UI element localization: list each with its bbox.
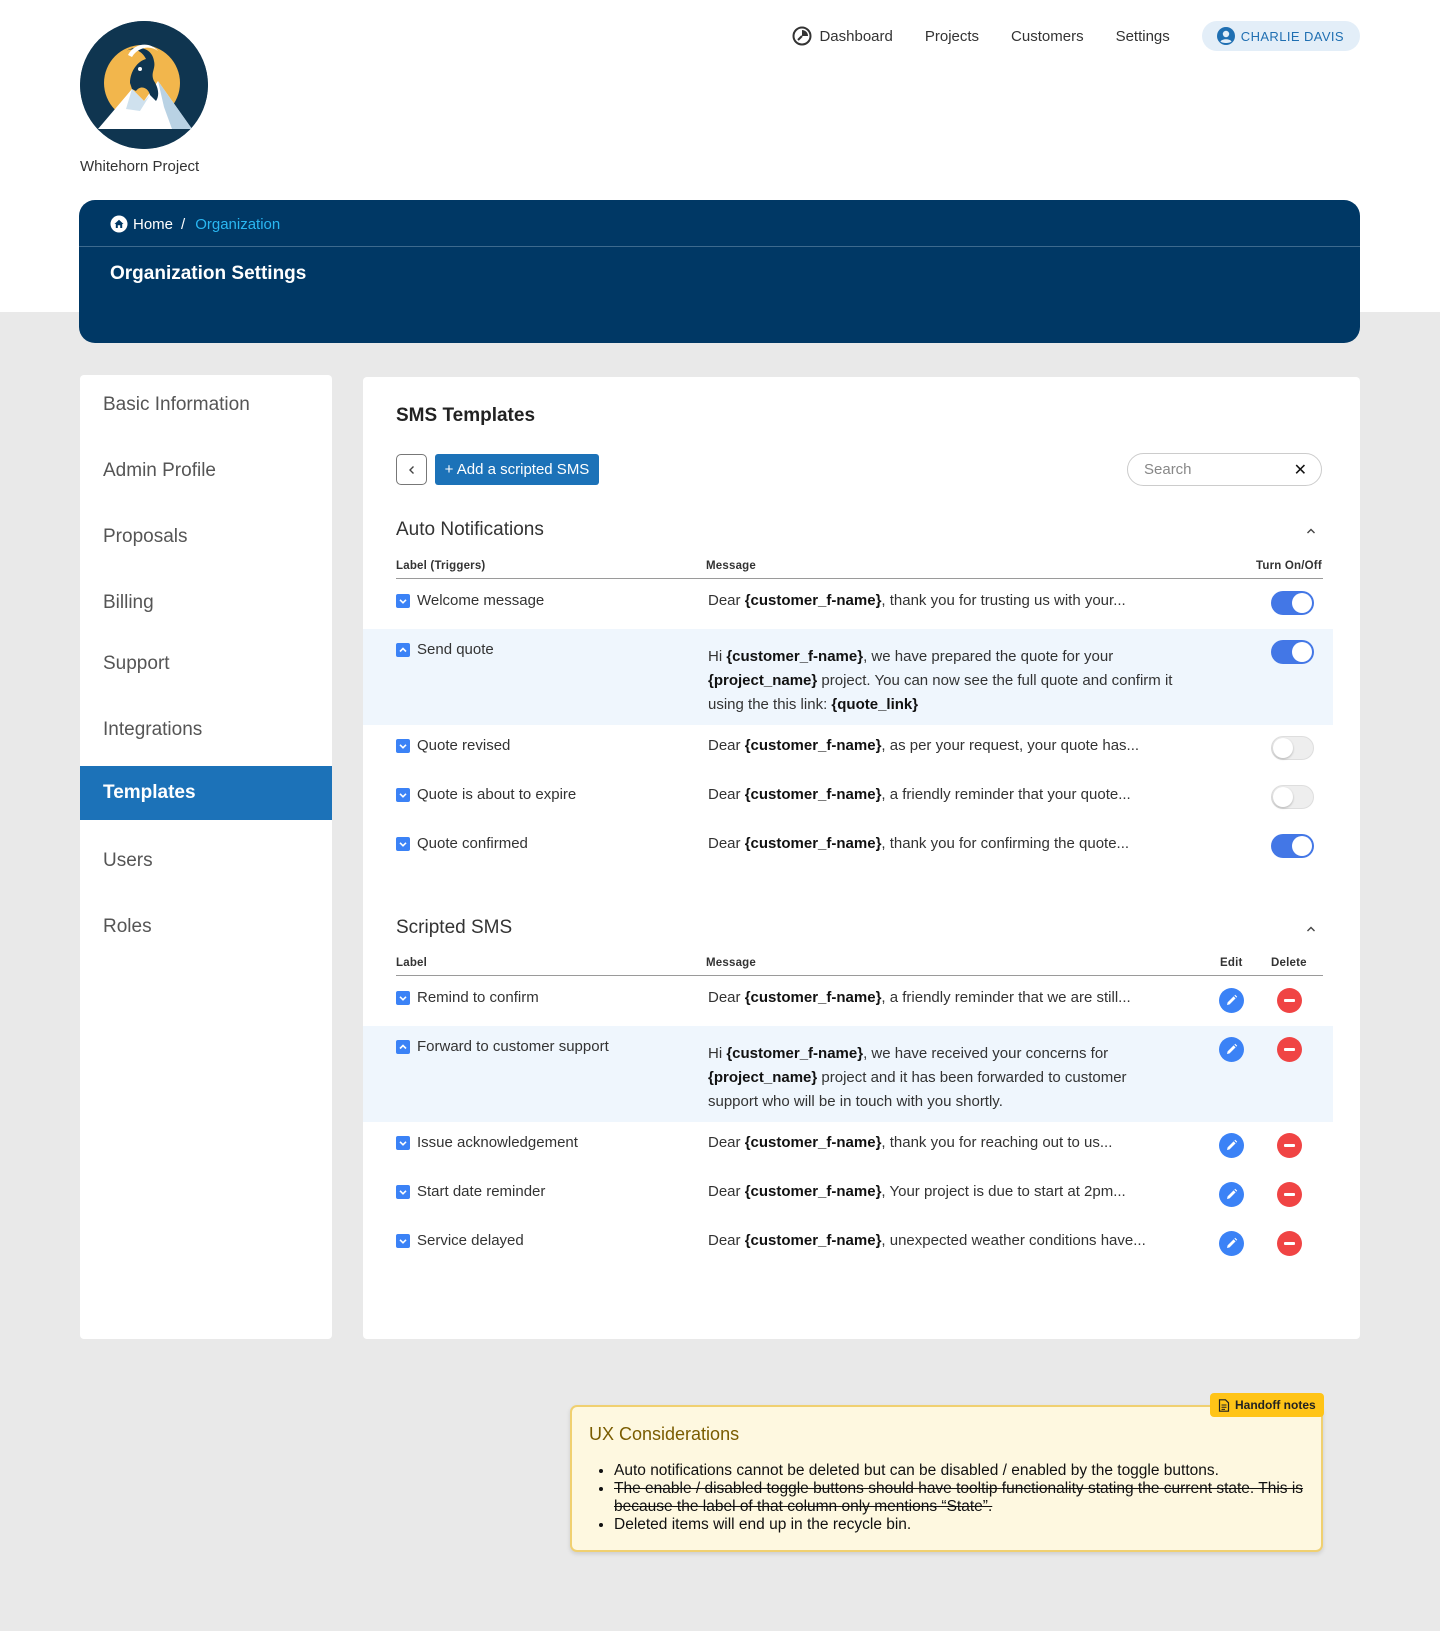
row-message	[708, 1042, 1178, 1114]
sidebar-item-templates[interactable]	[80, 766, 332, 820]
dashboard-icon	[792, 26, 812, 46]
delete-button[interactable]	[1277, 1182, 1302, 1207]
minus-icon	[1284, 1242, 1295, 1245]
message-text: , thank you for trusting us with your...	[881, 592, 1126, 609]
top-navigation	[792, 21, 1360, 51]
toggle-knob	[1292, 642, 1312, 662]
message-placeholder-token: {customer_f-name}	[744, 737, 882, 754]
row-message	[708, 783, 1178, 807]
message-text: Dear	[708, 786, 745, 803]
sidebar-item-users[interactable]	[80, 834, 332, 888]
nav-dashboard-label: Dashboard	[819, 27, 893, 45]
app-name: Whitehorn Project	[80, 158, 200, 175]
message-text: Dear	[708, 989, 745, 1006]
message-text: , a friendly reminder that we are still...	[881, 989, 1131, 1006]
sidebar-item-label: Basic Information	[103, 394, 250, 415]
row-label[interactable]	[396, 1232, 524, 1249]
message-text: Dear	[708, 592, 745, 609]
column-edit: Edit	[1220, 957, 1243, 969]
chevron-up-icon	[398, 645, 408, 655]
message-placeholder-token: {customer_f-name}	[744, 786, 882, 803]
notes-item: • Auto notifications cannot be deleted but can be disabled / enabled by the toggle buttons.	[614, 1462, 1314, 1480]
row-label[interactable]	[396, 641, 494, 658]
chevron-down-icon	[398, 741, 408, 751]
page-title: Organization Settings	[110, 263, 307, 284]
nav-settings[interactable]	[1116, 28, 1170, 45]
message-text: , a friendly reminder that your quote...	[881, 786, 1131, 803]
sms-templates-panel	[363, 377, 1360, 1339]
row-message	[708, 589, 1178, 613]
message-placeholder-token: {customer_f-name}	[744, 1134, 882, 1151]
column-message: Message	[706, 560, 756, 572]
edit-button[interactable]	[1219, 1133, 1244, 1158]
chevron-down-icon	[398, 839, 408, 849]
back-button[interactable]	[396, 454, 427, 485]
chevron-down-icon	[398, 1138, 408, 1148]
column-label-triggers: Label (Triggers)	[396, 560, 486, 572]
row-message	[708, 986, 1178, 1010]
clear-search-icon[interactable]: ✕	[1293, 461, 1307, 479]
notification-toggle[interactable]	[1271, 640, 1314, 664]
message-placeholder-token: {customer_f-name}	[744, 1183, 882, 1200]
ibex-mountain-logo-icon	[80, 21, 208, 149]
collapse-scripted-sms-icon[interactable]	[1304, 922, 1318, 936]
collapse-checkbox[interactable]	[396, 643, 410, 657]
message-text: Dear	[708, 737, 745, 754]
message-text: , thank you for reaching out to us...	[881, 1134, 1113, 1151]
message-text: , as per your request, your quote has...	[881, 737, 1140, 754]
message-text: Dear	[708, 1183, 745, 1200]
chevron-down-icon	[398, 1187, 408, 1197]
row-label[interactable]	[396, 835, 528, 852]
row-label-text: Service delayed	[417, 1232, 524, 1249]
edit-button[interactable]	[1219, 1037, 1244, 1062]
edit-button[interactable]	[1219, 1182, 1244, 1207]
message-text: Dear	[708, 835, 745, 852]
row-label[interactable]	[396, 786, 576, 803]
minus-icon	[1284, 1144, 1295, 1147]
expand-checkbox[interactable]	[396, 1136, 410, 1150]
nav-projects-label: Projects	[924, 27, 980, 45]
edit-button[interactable]	[1219, 988, 1244, 1013]
table-header-divider	[396, 578, 1323, 579]
document-icon	[1218, 1399, 1230, 1412]
nav-projects[interactable]	[925, 28, 979, 45]
message-text: , Your project is due to start at 2pm...	[881, 1183, 1126, 1200]
scripted-sms-title: Scripted SMS	[396, 917, 513, 938]
message-placeholder-token: {quote_link}	[831, 696, 919, 713]
row-label-text: Remind to confirm	[417, 989, 539, 1006]
minus-icon	[1284, 1193, 1295, 1196]
column-label: Label	[396, 957, 428, 969]
chevron-down-icon	[398, 1236, 408, 1246]
row-message	[708, 734, 1178, 758]
row-label[interactable]	[396, 1038, 609, 1055]
toggle-knob	[1292, 593, 1312, 613]
minus-icon	[1284, 999, 1295, 1002]
notes-list	[614, 1462, 1314, 1534]
sidebar-item-label: Integrations	[103, 719, 203, 740]
settings-sidebar	[80, 375, 332, 1339]
column-turn-on-off: Turn On/Off	[1256, 560, 1322, 572]
message-placeholder-token: {customer_f-name}	[726, 1045, 864, 1062]
chevron-down-icon	[398, 596, 408, 606]
sidebar-item-roles[interactable]	[80, 900, 332, 954]
sidebar-item-admin-profile[interactable]	[80, 444, 332, 498]
row-label[interactable]	[396, 737, 510, 754]
header-divider	[79, 246, 1360, 247]
row-label[interactable]	[396, 989, 539, 1006]
row-label-text: Start date reminder	[417, 1183, 546, 1200]
row-label-text: Quote confirmed	[417, 835, 528, 852]
message-placeholder-token: {customer_f-name}	[744, 1232, 882, 1249]
message-placeholder-token: {project_name}	[708, 1069, 818, 1086]
pencil-icon	[1225, 1237, 1238, 1250]
delete-button[interactable]	[1277, 1037, 1302, 1062]
row-label-text: Quote is about to expire	[417, 786, 577, 803]
expand-checkbox[interactable]	[396, 594, 410, 608]
nav-customers[interactable]	[1011, 28, 1084, 45]
message-text: Hi	[708, 1045, 727, 1062]
notes-item: • Deleted items will end up in the recycle bin.	[614, 1516, 1314, 1534]
toggle-knob	[1292, 836, 1312, 856]
notes-title: UX Considerations	[589, 1424, 740, 1444]
row-label-text: Welcome message	[417, 592, 545, 609]
chevron-left-icon	[406, 464, 418, 476]
sidebar-item-label: Billing	[103, 592, 154, 613]
nav-settings-label: Settings	[1115, 27, 1170, 45]
sidebar-item-billing[interactable]	[80, 576, 332, 630]
user-menu-button[interactable]	[1202, 21, 1360, 51]
pencil-icon	[1225, 1188, 1238, 1201]
handoff-notes-label: Handoff notes	[1235, 1398, 1316, 1412]
expand-checkbox[interactable]	[396, 788, 410, 802]
page-header	[79, 200, 1360, 343]
pencil-icon	[1225, 994, 1238, 1007]
auto-notifications-title: Auto Notifications	[396, 519, 544, 540]
row-label[interactable]	[396, 1183, 545, 1200]
message-placeholder-token: {customer_f-name}	[744, 989, 882, 1006]
minus-icon	[1284, 1048, 1295, 1051]
breadcrumb	[110, 215, 280, 233]
message-text: Dear	[708, 1134, 745, 1151]
collapse-checkbox[interactable]	[396, 1040, 410, 1054]
delete-button[interactable]	[1277, 988, 1302, 1013]
delete-button[interactable]	[1277, 1231, 1302, 1256]
ux-notes-card	[570, 1405, 1323, 1552]
message-text: , we have prepared the quote for your	[863, 648, 1114, 665]
sidebar-item-label: Roles	[103, 916, 152, 937]
notification-toggle[interactable]	[1271, 785, 1314, 809]
row-label-text: Quote revised	[417, 737, 511, 754]
message-text: Dear	[708, 1232, 745, 1249]
row-label-text: Send quote	[417, 641, 494, 658]
row-label-text: Issue acknowledgement	[417, 1134, 578, 1151]
breadcrumb-home[interactable]: Home	[133, 215, 174, 233]
sidebar-item-label: Users	[103, 850, 153, 871]
sidebar-item-label: Support	[103, 653, 170, 674]
chevron-up-icon	[398, 1042, 408, 1052]
sidebar-item-label: Templates	[103, 782, 196, 803]
notes-item-struck: • The enable / disabled toggle buttons should have tooltip functionality stating the current state. This is because the label of that column only mentions “State”.	[614, 1480, 1314, 1516]
sidebar-item-support[interactable]	[80, 637, 332, 691]
row-message	[708, 1229, 1178, 1253]
expand-checkbox[interactable]	[396, 991, 410, 1005]
column-delete: Delete	[1271, 957, 1307, 969]
pencil-icon	[1225, 1043, 1238, 1056]
chevron-down-icon	[398, 790, 408, 800]
notification-toggle[interactable]	[1271, 736, 1314, 760]
search-input[interactable]	[1144, 461, 1294, 478]
expand-checkbox[interactable]	[396, 837, 410, 851]
sidebar-item-label: Proposals	[103, 526, 188, 547]
row-label[interactable]	[396, 1134, 578, 1151]
row-message	[708, 645, 1178, 717]
row-message	[708, 1131, 1178, 1155]
message-placeholder-token: {project_name}	[708, 672, 818, 689]
toggle-knob	[1273, 738, 1293, 758]
panel-title: SMS Templates	[396, 405, 536, 426]
search-box	[1127, 453, 1322, 486]
breadcrumb-current[interactable]: Organization	[195, 215, 281, 233]
row-label[interactable]	[396, 592, 544, 609]
message-text: project. You can now see the full quote and confirm it using the this link:	[708, 672, 1173, 713]
row-message	[708, 1180, 1178, 1204]
message-text: , thank you for confirming the quote...	[881, 835, 1130, 852]
nav-dashboard[interactable]	[792, 26, 892, 46]
row-label-text: Forward to customer support	[417, 1038, 609, 1055]
expand-checkbox[interactable]	[396, 739, 410, 753]
message-text: , unexpected weather conditions have...	[881, 1232, 1146, 1249]
sidebar-item-label: Admin Profile	[103, 460, 216, 481]
message-placeholder-token: {customer_f-name}	[744, 835, 882, 852]
app-logo[interactable]	[80, 21, 208, 149]
notification-toggle[interactable]	[1271, 591, 1314, 615]
message-text: project and it has been forwarded to customer support who will be in touch with you shortly.	[708, 1069, 1127, 1110]
row-message	[708, 832, 1178, 856]
expand-checkbox[interactable]	[396, 1185, 410, 1199]
expand-checkbox[interactable]	[396, 1234, 410, 1248]
sidebar-item-basic-information[interactable]	[80, 378, 332, 432]
user-name: CHARLIE DAVIS	[1240, 28, 1344, 44]
message-text: Hi	[708, 648, 727, 665]
collapse-auto-notifications-icon[interactable]	[1304, 524, 1318, 538]
message-text: , we have received your concerns for	[863, 1045, 1109, 1062]
nav-customers-label: Customers	[1011, 27, 1084, 45]
chevron-down-icon	[398, 993, 408, 1003]
sidebar-item-integrations[interactable]	[80, 703, 332, 757]
message-placeholder-token: {customer_f-name}	[726, 648, 864, 665]
notification-toggle[interactable]	[1271, 834, 1314, 858]
toggle-knob	[1273, 787, 1293, 807]
sidebar-item-proposals[interactable]	[80, 510, 332, 564]
add-scripted-sms-button[interactable]: + Add a scripted SMS	[435, 454, 599, 485]
handoff-notes-tag	[1210, 1393, 1324, 1417]
delete-button[interactable]	[1277, 1133, 1302, 1158]
home-icon	[110, 215, 128, 233]
column-message: Message	[706, 957, 756, 969]
account-circle-icon	[1216, 26, 1236, 46]
breadcrumb-separator: /	[181, 215, 186, 233]
pencil-icon	[1225, 1139, 1238, 1152]
edit-button[interactable]	[1219, 1231, 1244, 1256]
message-placeholder-token: {customer_f-name}	[744, 592, 882, 609]
table-header-divider	[396, 975, 1323, 976]
